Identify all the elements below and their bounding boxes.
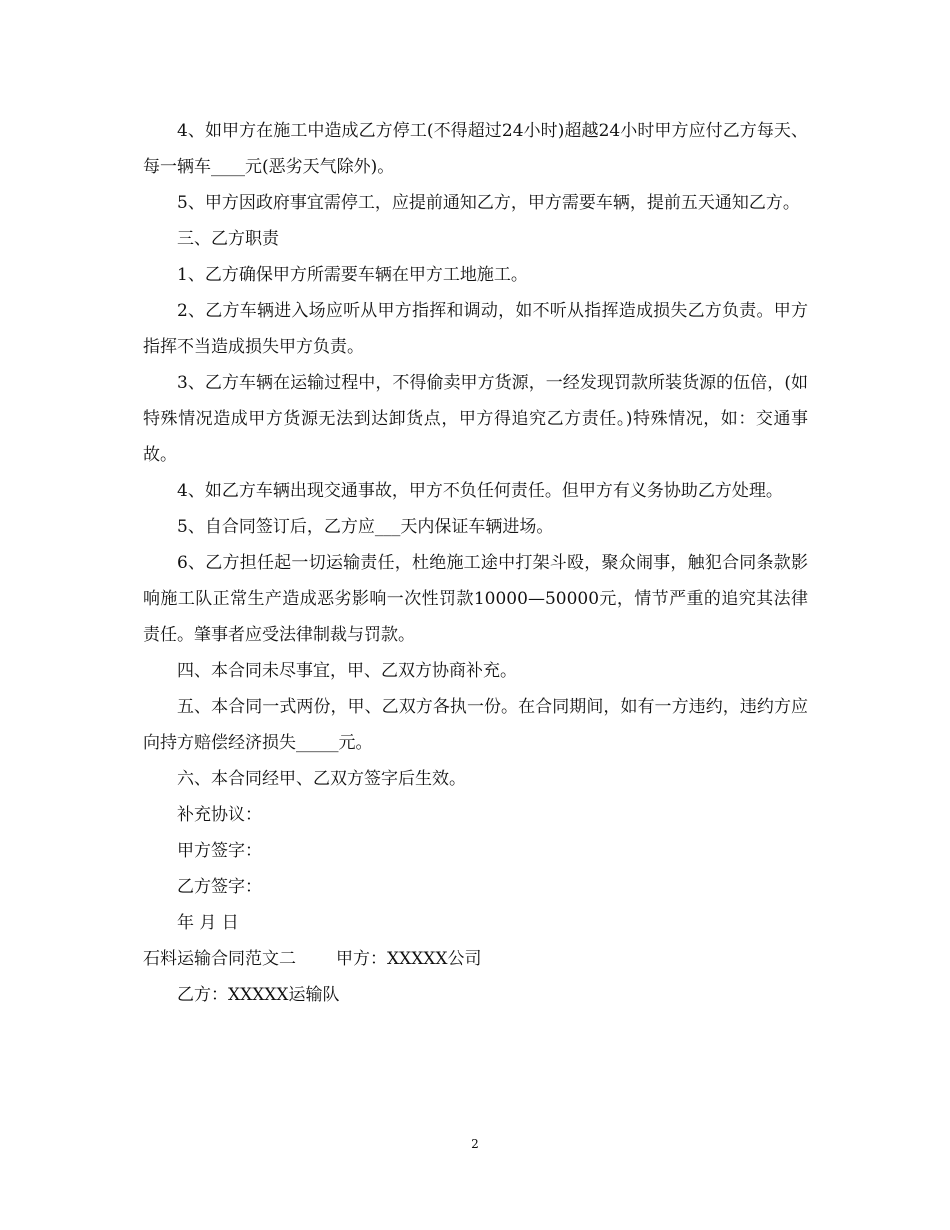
clause-a4: 4、如甲方在施工中造成乙方停工(不得超过24小时)超越24小时甲方应付乙方每天、每一辆车____元(恶劣天气除外)。	[143, 121, 808, 177]
next-contract-party-b: 乙方：XXXXX运输队	[177, 985, 340, 1005]
clause-b5: 5、自合同签订后，乙方应___天内保证车辆进场。	[177, 517, 554, 537]
next-contract-title: 石料运输合同范文二	[143, 949, 296, 969]
clause-b2: 2、乙方车辆进入场应听从甲方指挥和调动，如不听从指挥造成损失乙方负责。甲方指挥不当造成损失甲方负责。	[143, 301, 808, 357]
section-six: 六、本合同经甲、乙双方签字后生效。	[177, 769, 466, 789]
date-line: 年 月 日	[177, 913, 239, 933]
page-number: 2	[471, 1137, 479, 1151]
next-contract-header	[143, 941, 808, 977]
section-five: 五、本合同一式两份，甲、乙双方各执一份。在合同期间，如有一方违约，违约方应向持方赔偿经济损失_____元。	[143, 697, 808, 753]
supplementary-agreement-label: 补充协议：	[177, 805, 262, 825]
section-heading-party-b-duties: 三、乙方职责	[177, 229, 279, 249]
clause-b6: 6、乙方担任起一切运输责任，杜绝施工途中打架斗殴，聚众闹事，触犯合同条款影响施工队正常生产造成恶劣影响一次性罚款10000—50000元，情节严重的追究其法律责任。肇事者应受法律制裁与罚款。	[143, 553, 808, 645]
next-contract-party-a: 甲方：XXXXX公司	[336, 949, 482, 969]
clause-b3: 3、乙方车辆在运输过程中，不得偷卖甲方货源，一经发现罚款所装货源的伍倍，(如特殊情况造成甲方货源无法到达卸货点，甲方得追究乙方责任。)特殊情况，如：交通事故。	[143, 373, 808, 465]
party-b-signature-label: 乙方签字：	[177, 877, 262, 897]
section-four: 四、本合同未尽事宜，甲、乙双方协商补充。	[177, 661, 517, 681]
document-body	[143, 113, 808, 1013]
clause-b4: 4、如乙方车辆出现交通事故，甲方不负任何责任。但甲方有义务协助乙方处理。	[177, 481, 783, 501]
party-a-signature-label: 甲方签字：	[177, 841, 262, 861]
clause-b1: 1、乙方确保甲方所需要车辆在甲方工地施工。	[177, 265, 528, 285]
clause-a5: 5、甲方因政府事宜需停工，应提前通知乙方，甲方需要车辆，提前五天通知乙方。	[177, 193, 800, 213]
